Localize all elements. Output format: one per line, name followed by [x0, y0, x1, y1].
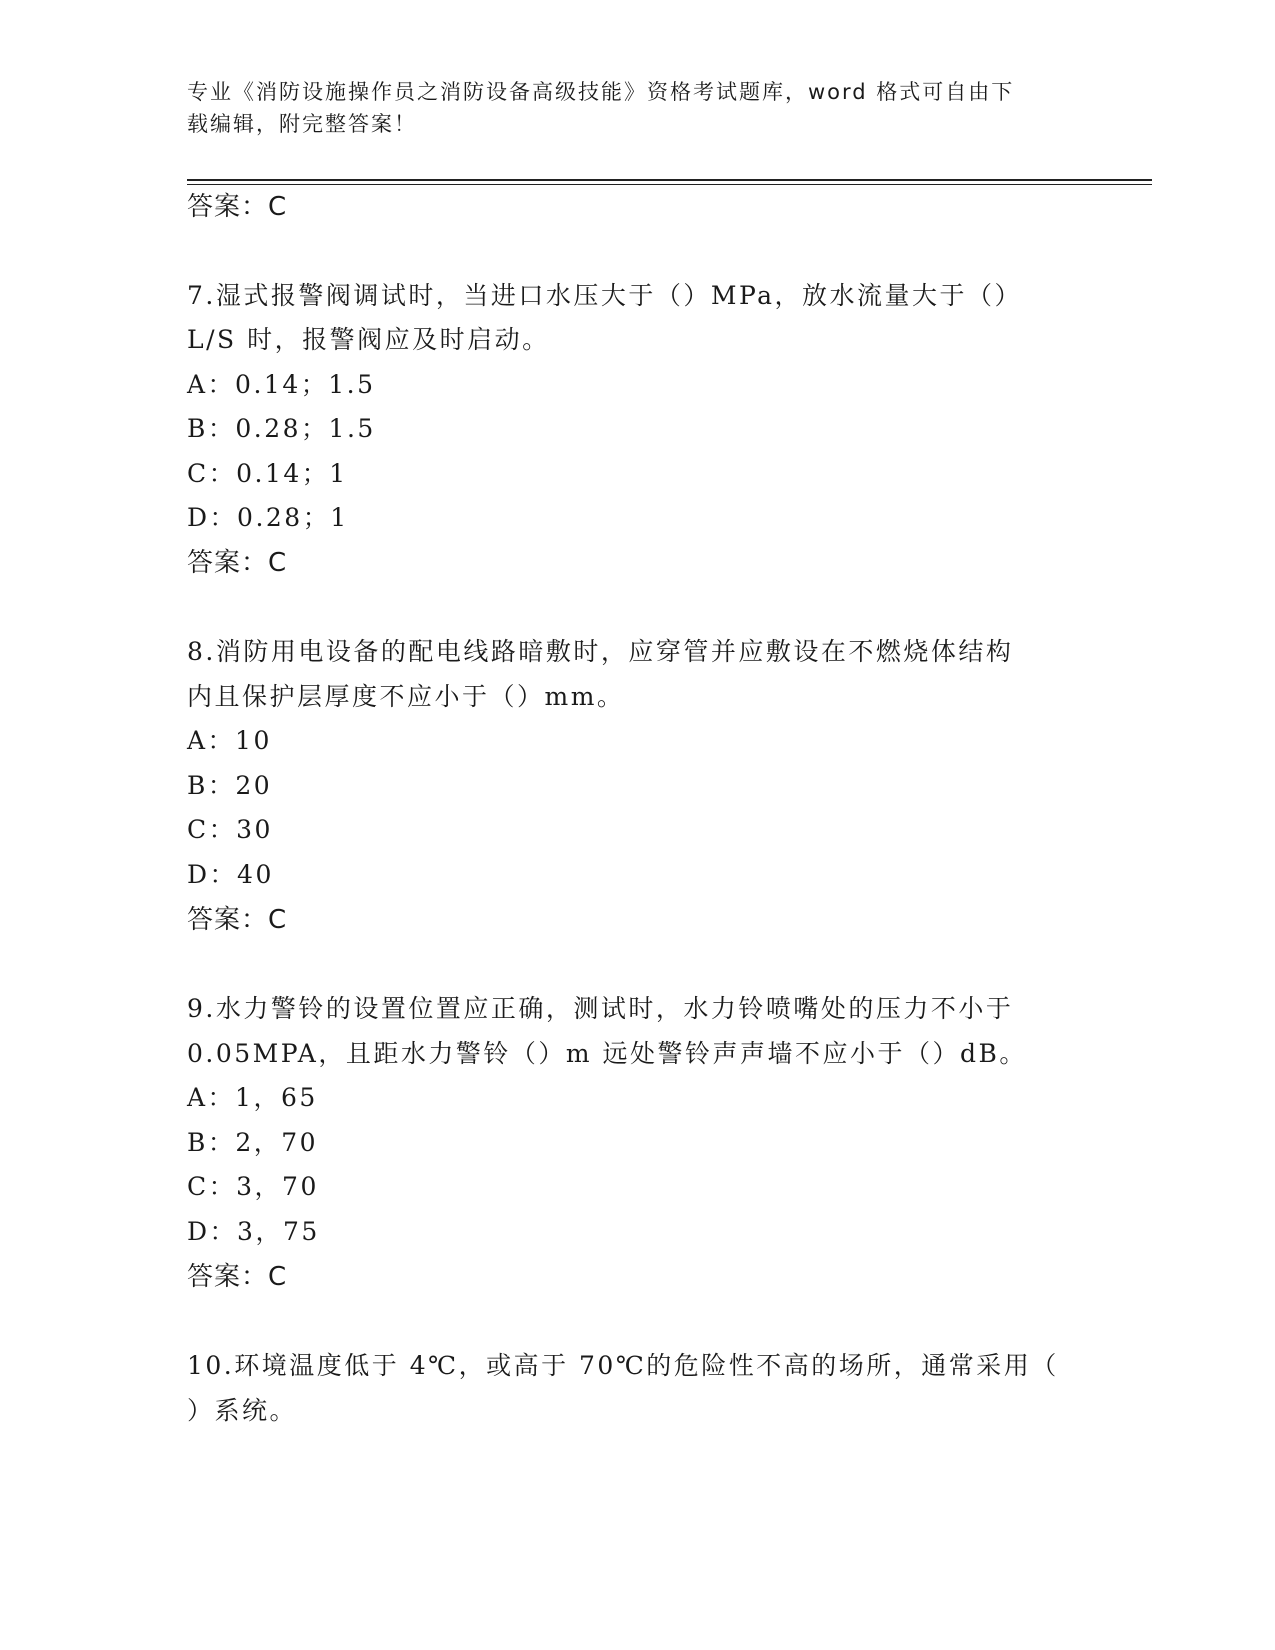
question-9-option-c: C：3，70 [187, 1172, 319, 1201]
header-divider-thin [187, 184, 1152, 185]
question-9-option-b: B：2，70 [187, 1128, 319, 1157]
question-8-answer: 答案：C [187, 905, 288, 935]
question-8-option-d: D：40 [187, 860, 274, 889]
header-line-2: 载编辑，附完整答案！ [187, 112, 417, 136]
question-7-stem-line-1: 7.湿式报警阀调试时，当进口水压大于（）MPa，放水流量大于（） [187, 281, 1023, 310]
question-8-option-c: C：30 [187, 815, 273, 844]
question-8-option-b: B：20 [187, 771, 273, 800]
question-7-option-d: D：0.28；1 [187, 503, 349, 532]
question-10-stem-line-2: ）系统。 [187, 1396, 298, 1425]
question-9-option-d: D：3，75 [187, 1217, 320, 1246]
question-7-answer: 答案：C [187, 548, 288, 578]
question-9-stem-line-1: 9.水力警铃的设置位置应正确，测试时，水力铃喷嘴处的压力不小于 [187, 994, 1014, 1023]
page-header [187, 76, 1067, 140]
question-8-stem-line-2: 内且保护层厚度不应小于（）mm。 [187, 682, 625, 711]
header-divider [187, 179, 1152, 181]
question-9-option-a: A：1，65 [187, 1083, 318, 1112]
question-10-stem-line-1: 10.环境温度低于 4℃，或高于 70℃的危险性不高的场所，通常采用（ [187, 1351, 1059, 1380]
question-7-option-c: C：0.14；1 [187, 459, 348, 488]
question-9-answer: 答案：C [187, 1262, 288, 1292]
question-7-option-a: A：0.14；1.5 [187, 370, 376, 399]
question-7-stem-line-2: L/S 时，报警阀应及时启动。 [187, 325, 550, 354]
question-7-option-b: B：0.28；1.5 [187, 414, 376, 443]
question-8-stem-line-1: 8.消防用电设备的配电线路暗敷时，应穿管并应敷设在不燃烧体结构 [187, 637, 1014, 666]
header-line-1: 专业《消防设施操作员之消防设备高级技能》资格考试题库，word 格式可自由下 [187, 80, 1015, 104]
question-8-option-a: A：10 [187, 726, 272, 755]
question-9-stem-line-2: 0.05MPA，且距水力警铃（）m 远处警铃声声墙不应小于（）dB。 [187, 1039, 1027, 1068]
answer-line: 答案：C [187, 192, 288, 222]
